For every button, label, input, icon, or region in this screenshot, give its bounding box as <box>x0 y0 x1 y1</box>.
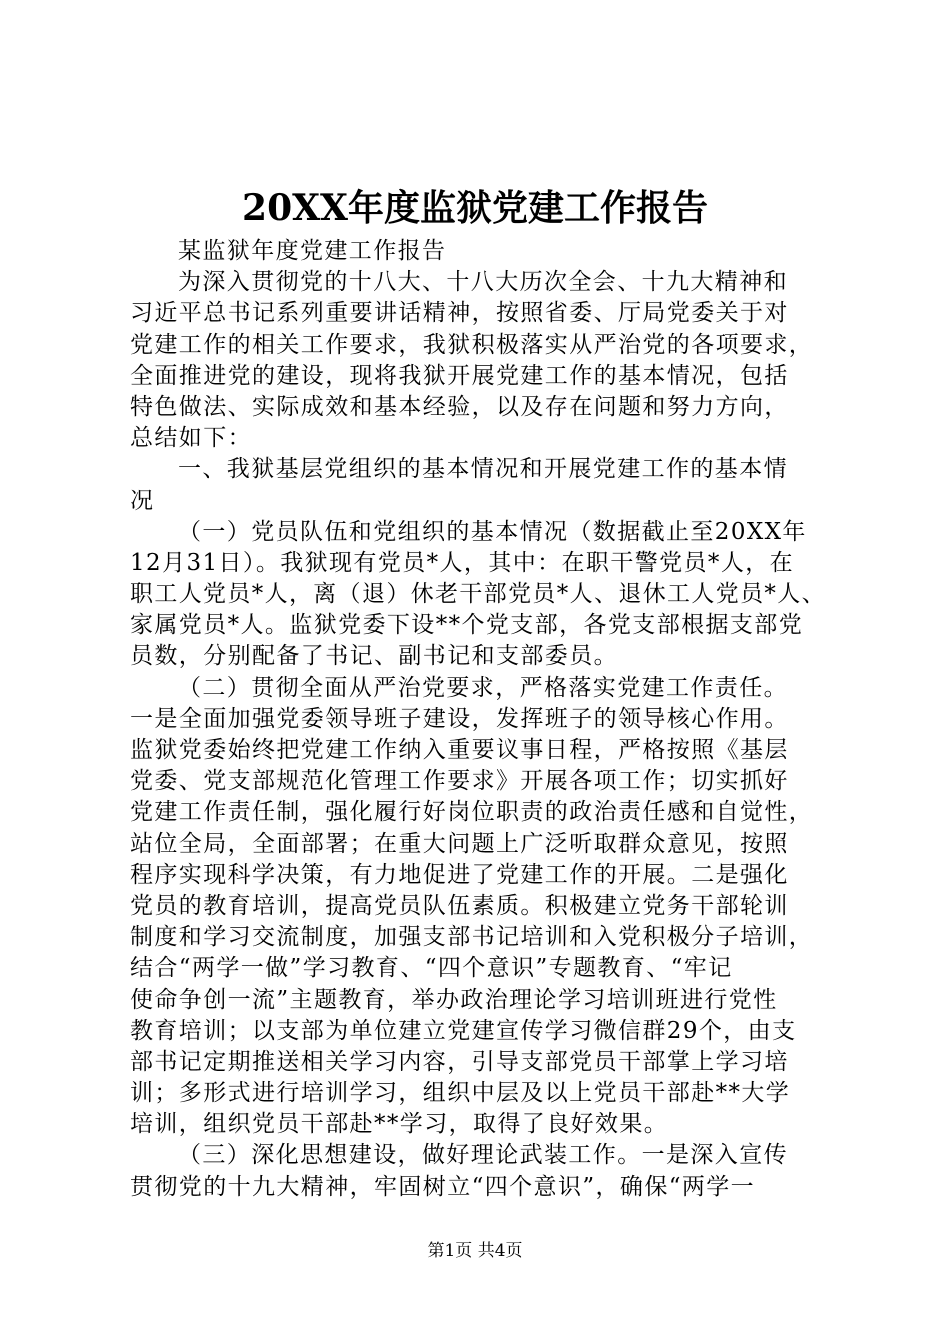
text-line: 一是全面加强党委领导班子建设，发挥班子的领导核心作用。 <box>130 705 789 732</box>
text-line: 为深入贯彻党的十八大、十八大历次全会、十九大精神和 <box>178 269 788 296</box>
text-line: 培训，组织党员干部赴**学习，取得了良好效果。 <box>130 1111 669 1138</box>
text-line: 监狱党委始终把党建工作纳入重要议事日程，严格按照《基层 <box>130 737 789 763</box>
text-line: 训；多形式进行培训学习，组织中层及以上党员干部赴**大学 <box>130 1080 791 1107</box>
text-line: 部书记定期推送相关学习内容，引导支部党员干部掌上学习培 <box>130 1048 789 1075</box>
text-line: 制度和学习交流制度，加强支部书记培训和入党积极分子培训， <box>130 924 814 951</box>
text-line: 程序实现科学决策，有力地促进了党建工作的开展。二是强化 <box>130 861 789 888</box>
text-line: 况 <box>130 487 155 514</box>
text-line: 党建工作责任制，强化履行好岗位职责的政治责任感和自觉性， <box>130 799 814 826</box>
text-line: 职工人党员*人，离（退）休老干部党员*人、退休工人党员*人、 <box>130 581 826 608</box>
text-line: 家属党员*人。监狱党委下设**个党支部，各党支部根据支部党 <box>130 612 804 639</box>
text-line: 12月31日）。我狱现有党员*人，其中：在职干警党员*人，在 <box>130 549 795 576</box>
text-line: 贯彻党的十九大精神，牢固树立“四个意识”，确保“两学一 <box>130 1173 756 1200</box>
text-line: 员数，分别配备了书记、副书记和支部委员。 <box>130 643 618 670</box>
text-line: 结合“两学一做”学习教育、“四个意识”专题教育、“牢记 <box>130 955 733 982</box>
text-line: 站位全局，全面部署；在重大问题上广泛听取群众意见，按照 <box>130 830 789 857</box>
text-line: 某监狱年度党建工作报告 <box>178 238 447 264</box>
document-title: 20XX年度监狱党建工作报告 <box>242 187 708 229</box>
text-line: 总结如下： <box>130 425 252 452</box>
text-line: 全面推进党的建设，现将我狱开展党建工作的基本情况，包括 <box>130 362 789 389</box>
text-line: （三）深化思想建设，做好理论武装工作。一是深入宣传 <box>178 1142 788 1169</box>
text-line: 一、我狱基层党组织的基本情况和开展党建工作的基本情 <box>178 456 788 483</box>
text-line: 使命争创一流”主题教育，举办政治理论学习培训班进行党性 <box>130 986 778 1013</box>
text-line: 教育培训；以支部为单位建立党建宣传学习微信群29个，由支 <box>130 1017 797 1044</box>
text-line: （一）党员队伍和党组织的基本情况（数据截止至20XX年 <box>178 518 807 545</box>
text-line: （二）贯彻全面从严治党要求，严格落实党建工作责任。 <box>178 674 788 701</box>
text-line: 党员的教育培训，提高党员队伍素质。积极建立党务干部轮训 <box>130 892 789 919</box>
text-line: 党建工作的相关工作要求，我狱积极落实从严治党的各项要求， <box>130 331 814 358</box>
page-footer: 第1页 共4页 <box>427 1241 523 1261</box>
text-line: 党委、党支部规范化管理工作要求》开展各项工作；切实抓好 <box>130 768 789 795</box>
document-body <box>130 236 826 1203</box>
text-line: 习近平总书记系列重要讲话精神，按照省委、厅局党委关于对 <box>130 300 789 327</box>
text-line: 特色做法、实际成效和基本经验，以及存在问题和努力方向， <box>130 393 789 420</box>
